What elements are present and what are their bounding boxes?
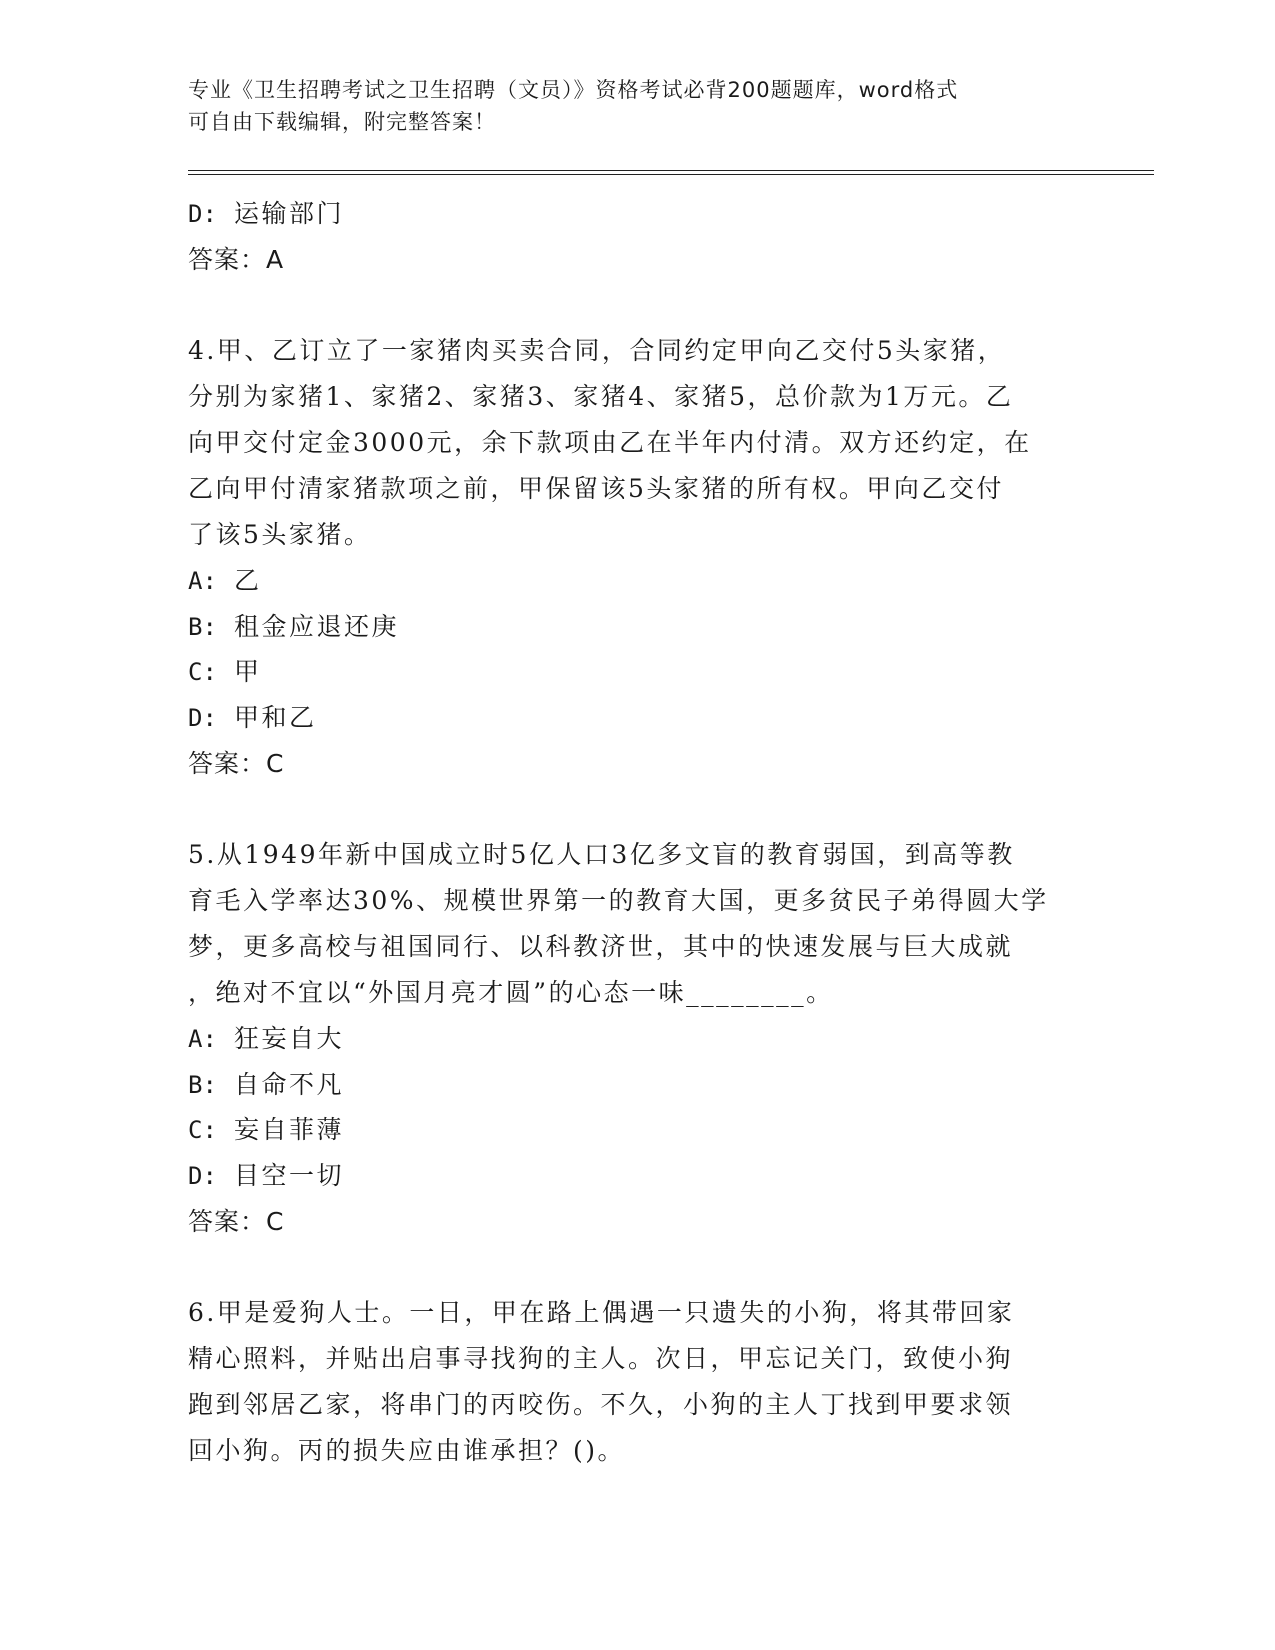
question-text-line: 乙向甲付清家猪款项之前，甲保留该5头家猪的所有权。甲向乙交付 [188, 474, 1004, 504]
q3-option-d [188, 191, 1088, 237]
option-text: 狂妄自大 [234, 1024, 345, 1054]
q4-option-c [188, 649, 1088, 695]
question-text-line: ，绝对不宜以“外国月亮才圆”的心态一味________。 [188, 978, 834, 1008]
option-text: 妄自菲薄 [234, 1115, 345, 1145]
q4-answer: 答案：C [188, 748, 285, 778]
question-text-line: 向甲交付定金3000元，余下款项由乙在半年内付清。双方还约定，在 [188, 428, 1032, 458]
question-text-line: 精心照料，并贴出启事寻找狗的主人。次日，甲忘记关门，致使小狗 [188, 1344, 1014, 1374]
document-header [188, 74, 1088, 138]
option-prefix: C: [188, 1116, 217, 1145]
question-text-line: 6.甲是爱狗人士。一日，甲在路上偶遇一只遗失的小狗，将其带回家 [188, 1298, 1015, 1328]
q5-option-c [188, 1107, 1088, 1153]
option-prefix: A: [188, 1025, 217, 1054]
question-text-line: 回小狗。丙的损失应由谁承担？()。 [188, 1436, 626, 1466]
spacer [188, 1244, 1088, 1290]
option-text: 乙 [234, 566, 262, 596]
question-5 [188, 832, 1088, 1244]
q4-option-b [188, 604, 1088, 650]
question-6 [188, 1290, 1088, 1474]
question-text-line: 4.甲、乙订立了一家猪肉买卖合同，合同约定甲向乙交付5头家猪， [188, 336, 1006, 366]
spacer [188, 282, 1088, 328]
option-prefix: D: [188, 703, 217, 732]
q4-option-a [188, 558, 1088, 604]
q5-option-d [188, 1153, 1088, 1199]
spacer [188, 786, 1088, 832]
q5-option-a [188, 1016, 1088, 1062]
header-rule-top [188, 170, 1154, 171]
question-text-line: 5.从1949年新中国成立时5亿人口3亿多文盲的教育弱国，到高等教 [188, 840, 1015, 870]
question-4 [188, 328, 1088, 786]
option-text: 运输部门 [234, 199, 345, 228]
header-rule-bottom [188, 174, 1154, 175]
q3-answer: 答案：A [188, 244, 285, 274]
option-prefix: C: [188, 658, 217, 687]
option-text: 甲 [234, 657, 262, 687]
option-text: 租金应退还庚 [234, 611, 400, 641]
option-text: 自命不凡 [234, 1069, 345, 1099]
question-text-line: 梦，更多高校与祖国同行、以科教济世，其中的快速发展与巨大成就 [188, 932, 1014, 962]
question-text-line: 分别为家猪1、家猪2、家猪3、家猪4、家猪5，总价款为1万元。乙 [188, 382, 1014, 412]
q5-option-b [188, 1062, 1088, 1108]
q4-option-d [188, 695, 1088, 741]
question-content [188, 191, 1088, 1474]
header-line-1: 专业《卫生招聘考试之卫生招聘（文员）》资格考试必背200题题库，word格式 [188, 78, 959, 102]
question-text-line: 育毛入学率达30%、规模世界第一的教育大国，更多贫民子弟得圆大学 [188, 886, 1049, 916]
q5-answer: 答案：C [188, 1206, 285, 1236]
option-text: 目空一切 [234, 1160, 345, 1190]
option-prefix: B: [188, 1070, 217, 1099]
question-text-line: 了该5头家猪。 [188, 520, 372, 550]
option-prefix: B: [188, 612, 217, 641]
header-line-2: 可自由下载编辑，附完整答案！ [188, 110, 496, 134]
question-text-line: 跑到邻居乙家，将串门的丙咬伤。不久，小狗的主人丁找到甲要求领 [188, 1390, 1014, 1420]
option-prefix: A: [188, 567, 217, 596]
option-text: 甲和乙 [234, 702, 317, 732]
option-prefix: D: [188, 200, 217, 228]
option-prefix: D: [188, 1161, 217, 1190]
